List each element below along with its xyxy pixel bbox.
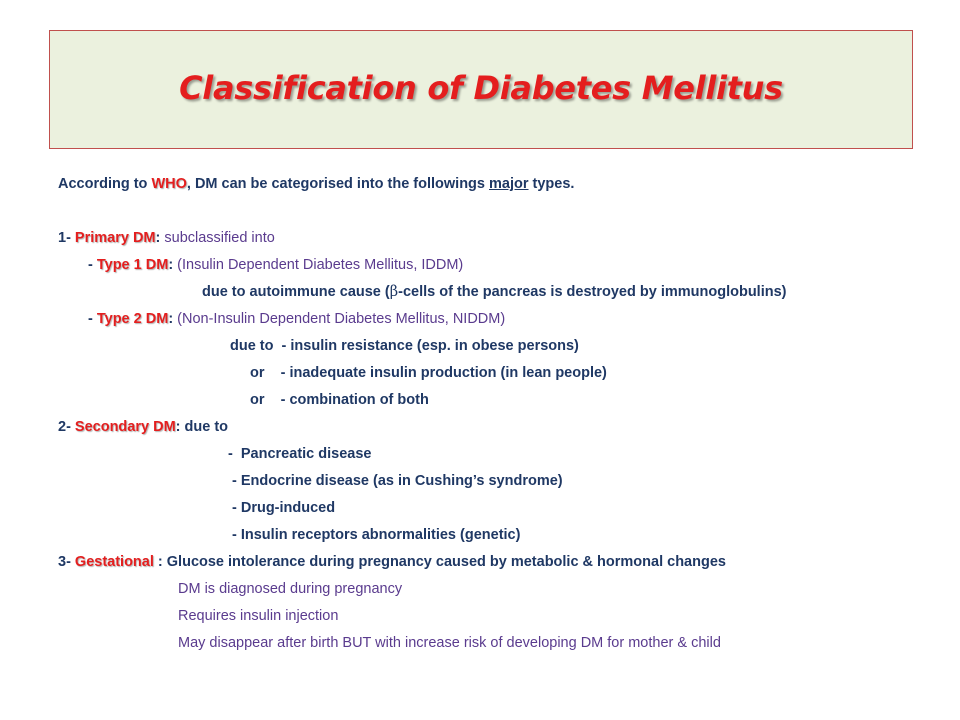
- type2-cause-2: or - inadequate insulin production (in lean people): [250, 365, 607, 381]
- type1-cause-b: -cells of the pancreas is destroyed by immunoglobulins): [398, 284, 787, 300]
- type1-colon: :: [168, 257, 178, 273]
- intro-suffix: types.: [528, 176, 575, 192]
- type2-colon: :: [168, 311, 178, 327]
- secondary-num: 2-: [58, 419, 75, 435]
- type1-label: Type 1 DM: [96, 257, 169, 273]
- type1-cause-line: [202, 283, 786, 301]
- primary-colon: :: [155, 230, 165, 246]
- secondary-dm-line: [58, 418, 228, 436]
- primary-num: 1-: [58, 230, 75, 246]
- primary-desc: subclassified into: [164, 230, 275, 246]
- intro-line: [58, 175, 574, 193]
- primary-dm-line: [58, 229, 275, 247]
- type2-label: Type 2 DM: [96, 311, 169, 327]
- slide-title: Classification of Diabetes Mellitus: [179, 69, 783, 107]
- secondary-item: - Drug-induced: [232, 500, 336, 516]
- title-box: [49, 30, 913, 149]
- type1-cause-a: due to autoimmune cause (: [202, 284, 390, 300]
- type2-line: [88, 310, 505, 328]
- type2-cause-3: or - combination of both: [250, 392, 429, 408]
- beta-symbol: β: [389, 284, 399, 300]
- type2-dash: -: [88, 311, 97, 327]
- gestational-desc: : Glucose intolerance during pregnancy caused by metabolic & hormonal changes: [153, 554, 726, 570]
- secondary-desc: : due to: [175, 419, 229, 435]
- who-label: WHO: [151, 176, 187, 192]
- intro-middle: , DM can be categorised into the followings: [186, 176, 490, 192]
- gestational-line: [58, 553, 726, 571]
- gestational-note: DM is diagnosed during pregnancy: [178, 581, 403, 597]
- type1-dash: -: [88, 257, 97, 273]
- major-word: major: [489, 176, 529, 192]
- secondary-item: - Endocrine disease (as in Cushing’s syndrome): [232, 473, 563, 489]
- gestational-note: May disappear after birth BUT with increase risk of developing DM for mother & child: [178, 635, 721, 651]
- gestational-label: Gestational: [74, 554, 154, 570]
- type1-line: [88, 256, 463, 274]
- type2-desc: (Non-Insulin Dependent Diabetes Mellitus, NIDDM): [177, 311, 506, 327]
- primary-dm-label: Primary DM: [74, 230, 156, 246]
- gestational-num: 3-: [58, 554, 75, 570]
- secondary-item: - Pancreatic disease: [228, 446, 372, 462]
- type1-desc: (Insulin Dependent Diabetes Mellitus, IDDM): [177, 257, 464, 273]
- intro-prefix: According to: [58, 176, 152, 192]
- secondary-dm-label: Secondary DM: [74, 419, 176, 435]
- secondary-item: - Insulin receptors abnormalities (genetic): [232, 527, 521, 543]
- gestational-note: Requires insulin injection: [178, 608, 339, 624]
- type2-cause-1: due to - insulin resistance (esp. in obese persons): [230, 338, 579, 354]
